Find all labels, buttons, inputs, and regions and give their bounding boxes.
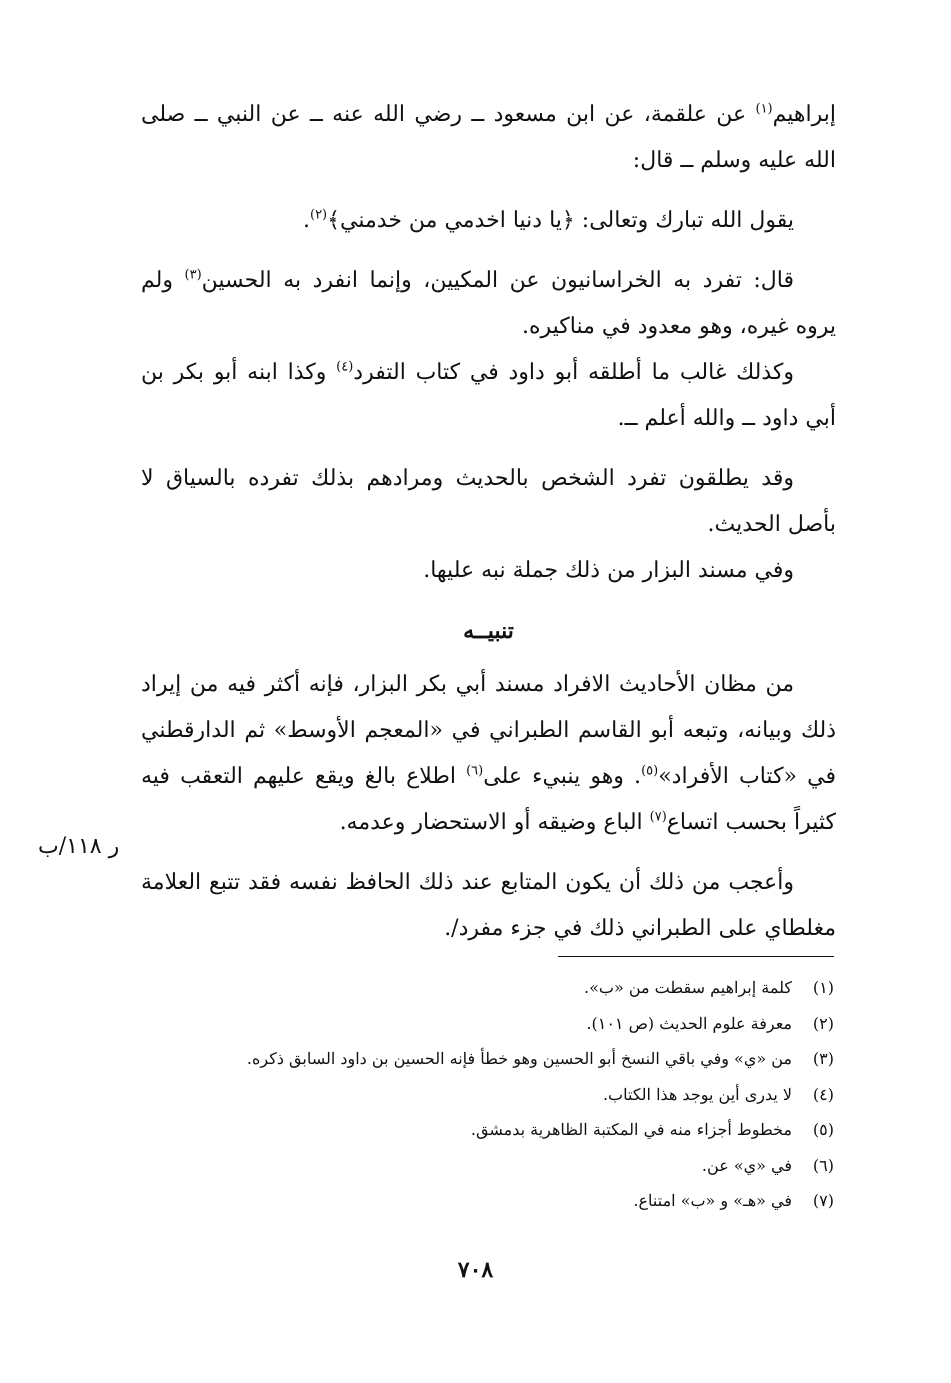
paragraph-7-text-b: . وهو ينبيء على [483, 764, 642, 789]
footnote-number: (٥) [812, 1120, 834, 1139]
footnote-ref-3: (٣) [184, 267, 202, 283]
paragraph-1-text-b: عن علقمة، عن ابن مسعود ــ رضي الله عنه ــ عن النبي ــ صلى الله عليه وسلم ــ قال: [141, 102, 836, 173]
footnote-text: لا يدرى أين يوجد هذا الكتاب. [602, 1084, 792, 1104]
footnote-number: (٧) [812, 1191, 834, 1210]
paragraph-1 [141, 92, 836, 184]
paragraph-2 [141, 198, 836, 244]
paragraph-7-text-c: اطلاع بالغ ويقع عليهم التعقب فيه كثيراً بحسب اتساع [141, 764, 836, 835]
footnote-ref-5: (٥) [641, 763, 659, 779]
paragraph-3-text-a: قال: تفرد به الخراسانيون عن المكيين، وإنما انفرد به الحسين [201, 268, 794, 293]
paragraph-2-text-a: يقول الله تبارك وتعالى: ﴿يا دنيا اخدمي من خدمني﴾ [327, 208, 794, 233]
paragraph-3-text-b: ولم يروه غيره، وهو معدود في مناكيره. [141, 268, 836, 339]
footnotes-list [139, 970, 834, 1219]
footnote-3 [139, 1041, 834, 1077]
paragraph-7-text-a: من مظان الأحاديث الافراد مسند أبي بكر البزار، فإنه أكثر فيه من إيراد ذلك وبيانه، وتبعه أبو القاسم الطبراني في «المعجم الأوسط» ثم الدارقطني في «كتاب الأفراد» [141, 672, 836, 789]
footnote-number: (٣) [812, 1049, 834, 1068]
paragraph-3 [141, 258, 836, 350]
footnote-7 [139, 1183, 834, 1219]
footnote-ref-6: (٦) [466, 763, 484, 779]
footnote-ref-4: (٤) [336, 359, 354, 375]
footnote-number: (٢) [812, 1013, 834, 1033]
footnote-separator [558, 956, 834, 957]
footnote-number: (١) [812, 978, 834, 997]
footnote-text: في «هـ» و «ب» امتناع. [633, 1191, 792, 1210]
paragraph-4-text-a: وكذلك غالب ما أطلقه أبو داود في كتاب التفرد [353, 360, 794, 385]
section-heading: تنبيــه [463, 618, 514, 644]
paragraph-1-text-a: إبراهيم [772, 102, 836, 127]
paragraph-7-text-d: الباع وضيقه أو الاستحضار وعدمه. [339, 810, 650, 835]
footnote-text: معرفة علوم الحديث (ص ١٠١). [586, 1013, 792, 1033]
footnote-6 [139, 1148, 834, 1184]
footnote-4 [139, 1077, 834, 1113]
footnote-ref-7: (٧) [649, 809, 667, 825]
footnote-number: (٤) [812, 1084, 834, 1104]
footnote-text: في «ي» عن. [701, 1155, 792, 1175]
paragraph-7 [141, 662, 836, 846]
main-text [141, 92, 836, 966]
footnote-number: (٦) [812, 1155, 834, 1175]
paragraph-4 [141, 350, 836, 442]
footnote-ref-1: (١) [755, 101, 773, 117]
manuscript-folio-note: ر ١١٨/ب [38, 834, 120, 859]
paragraph-6: وفي مسند البزار من ذلك جملة نبه عليها. [423, 558, 794, 583]
footnote-text: مخطوط أجزاء منه في المكتبة الظاهرية بدمشق. [470, 1120, 792, 1139]
paragraph-5: وقد يطلقون تفرد الشخص بالحديث ومرادهم بذلك تفرده بالسياق لا بأصل الحديث. [141, 466, 836, 537]
footnote-2 [139, 1006, 834, 1042]
footnote-text: من «ي» وفي باقي النسخ أبو الحسين وهو خطأ فإنه الحسين بن داود السابق ذكره. [246, 1049, 792, 1068]
footnote-5 [139, 1112, 834, 1148]
footnote-ref-2: (٢) [309, 207, 328, 223]
footnote-text: كلمة إبراهيم سقطت من «ب». [584, 978, 792, 997]
footnote-1 [139, 970, 834, 1006]
paragraph-2-text-b: . [302, 208, 310, 233]
page-number: ٧٠٨ [457, 1257, 494, 1283]
paragraph-8: وأعجب من ذلك أن يكون المتابع عند ذلك الحافظ نفسه فقد تتبع العلامة مغلطاي على الطبراني ذلك في جزء مفرد/. [141, 870, 836, 941]
paragraph-4-text-b: وكذا ابنه أبو بكر بن أبي داود ــ والله أعلم ــ. [141, 360, 836, 431]
